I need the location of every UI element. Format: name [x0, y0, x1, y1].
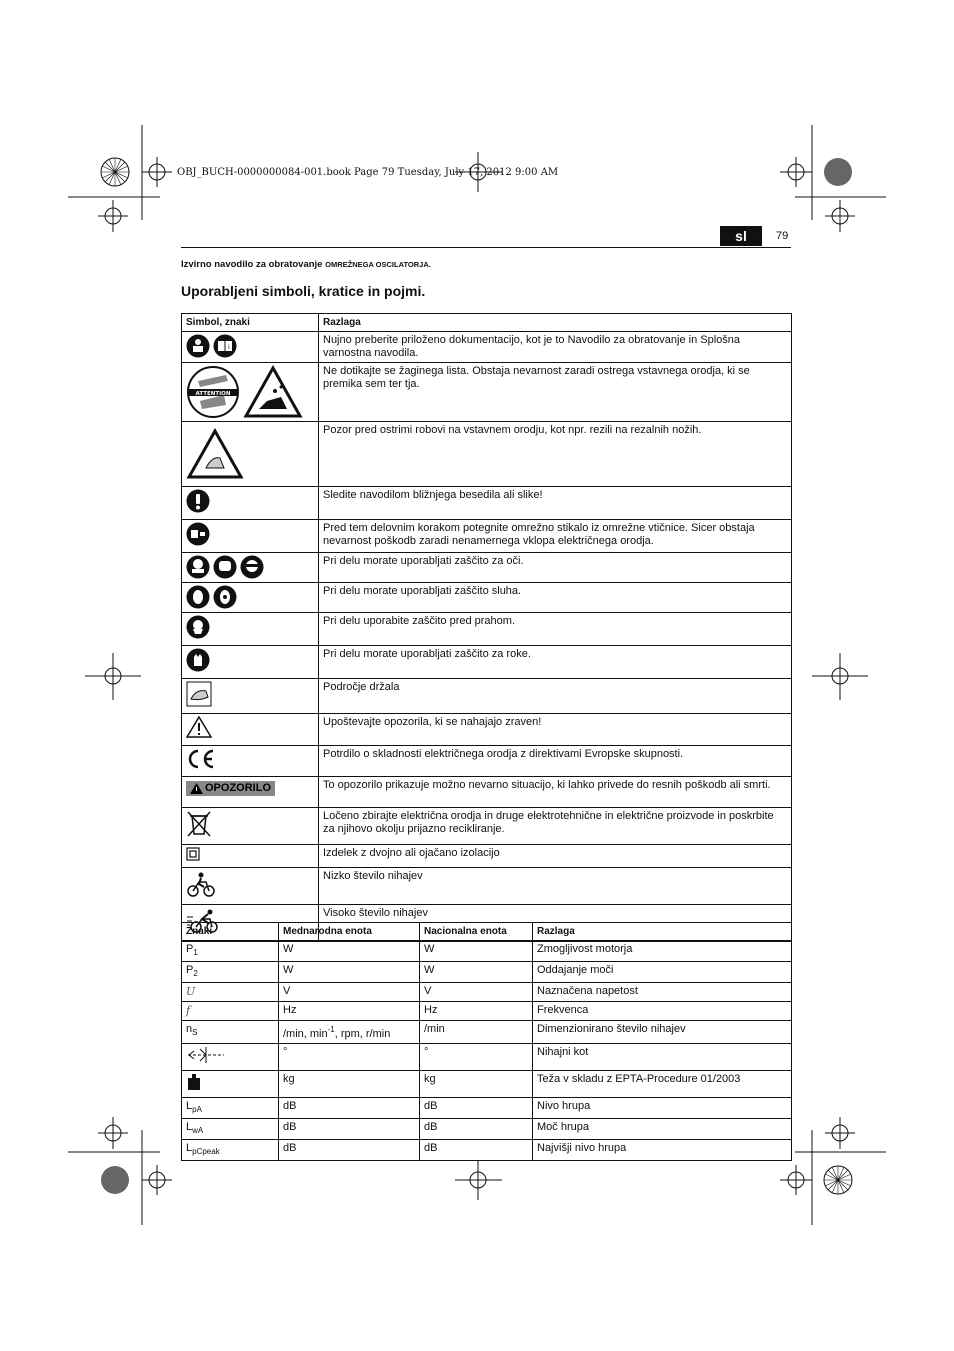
table-row [182, 613, 792, 646]
table-row [182, 422, 792, 487]
intl-unit: /min, $\min^{-1}$, rpm, r/min [279, 1021, 420, 1044]
intl-unit: W [279, 962, 420, 983]
intro-smallcaps: OMREŽNEGA OSCILATORJA. [325, 260, 431, 269]
table-row [182, 1098, 792, 1119]
column-header: Simbol, znaki [182, 314, 319, 332]
column-header: Nacionalna enota [420, 923, 533, 941]
intl-unit: dB [279, 1098, 420, 1119]
ear-muffs-icon [186, 585, 210, 609]
read-manual-icon [186, 334, 210, 358]
intl-unit: dB [279, 1140, 420, 1161]
intl-unit: V [279, 983, 420, 1002]
table-row [182, 1021, 792, 1044]
table-row [182, 1044, 792, 1071]
intl-unit: dB [279, 1119, 420, 1140]
table-row [182, 679, 792, 714]
description: Nivo hrupa [533, 1098, 792, 1119]
gloves-icon [186, 648, 210, 672]
row-text: Izdelek z dvojno ali ojačano izolacijo [319, 845, 792, 868]
row-text: Potrdilo o skladnosti električnega orodja z direktivami Evropske skupnosti. [319, 746, 792, 777]
table-row [182, 941, 792, 962]
unplug-icon [186, 522, 210, 546]
national-unit: W [420, 941, 533, 962]
description: Zmogljivost motorja [533, 941, 792, 962]
row-text: Področje držala [319, 679, 792, 714]
table-row [182, 714, 792, 746]
dust-mask-icon [186, 615, 210, 639]
table-row [182, 746, 792, 777]
description: Naznačena napetost [533, 983, 792, 1002]
intl-unit: Hz [279, 1002, 420, 1021]
flying-debris-warning-icon [243, 365, 303, 419]
row-text: Ločeno zbirajte električna orodja in druge elektrotehnične in električne proizvode in poskrbite za njihovo okolju prijazno recikliranje. [319, 808, 792, 845]
table-row [182, 1002, 792, 1021]
national-unit: ° [420, 1044, 533, 1071]
sharp-edges-warning-icon [186, 428, 244, 480]
description: Najvišji nivo hrupa [533, 1140, 792, 1161]
description: Nihajni kot [533, 1044, 792, 1071]
row-text: Pri delu morate uporabljati zaščito za roke. [319, 646, 792, 679]
symbol-cell: $P_1$ [182, 941, 279, 962]
symbol-cell: U [182, 983, 279, 1002]
intro-line [181, 259, 431, 270]
symbol-cell: $n_S$ [182, 1021, 279, 1044]
crossed-bin-icon [186, 810, 212, 838]
table-row [182, 583, 792, 613]
row-text: Pozor pred ostrimi robovi na vstavnem orodju, kot npr. rezili na rezalnih nožih. [319, 422, 792, 487]
table-row [182, 487, 792, 520]
row-text: Pri delu morate uporabljati zaščito sluha. [319, 583, 792, 613]
column-header: Razlaga [319, 314, 792, 332]
table-row [182, 1119, 792, 1140]
row-text: Pred tem delovnim korakom potegnite omrežno stikalo iz omrežne vtičnice. Sicer obstaja nevarnost poškodb zaradi nenamernega vklopa električnega orodja. [319, 520, 792, 553]
table-row [182, 808, 792, 845]
opozorilo-label: OPOZORILO [205, 782, 271, 794]
header-rule [181, 247, 791, 248]
intl-unit: W [279, 941, 420, 962]
slow-cyclist-icon [186, 870, 216, 898]
symbol-cell: $L_{pA}$ [182, 1098, 279, 1119]
symbols-table [181, 313, 792, 942]
table-row [182, 332, 792, 363]
table-row [182, 868, 792, 905]
description: Teža v skladu z EPTA-Procedure 01/2003 [533, 1071, 792, 1098]
exclamation-icon [186, 489, 210, 513]
row-text: Pri delu morate uporabljati zaščito za oči. [319, 553, 792, 583]
intl-unit: kg [279, 1071, 420, 1098]
national-unit: dB [420, 1119, 533, 1140]
description: Frekvenca [533, 1002, 792, 1021]
description: Dimenzionirano število nihajev [533, 1021, 792, 1044]
opozorilo-label-icon [186, 781, 275, 796]
table-row [182, 363, 792, 422]
intro-lead: Izvirno navodilo za obratovanje [181, 259, 326, 270]
table-row [182, 777, 792, 808]
column-header: Razlaga [533, 923, 792, 941]
national-unit: dB [420, 1140, 533, 1161]
national-unit: W [420, 962, 533, 983]
grip-area-icon [186, 681, 212, 707]
symbol-cell: $L_{wA}$ [182, 1119, 279, 1140]
national-unit: dB [420, 1098, 533, 1119]
table-row [182, 1140, 792, 1161]
attention-label: ATTENTION [195, 391, 231, 397]
book-icon [213, 334, 237, 358]
table-row [182, 983, 792, 1002]
row-text: Ne dotikajte se žaginega lista. Obstaja nevarnost zaradi ostrega vstavnega orodja, ki se premika sem ter tja. [319, 363, 792, 422]
intl-unit: ° [279, 1044, 420, 1071]
units-table [181, 922, 792, 1161]
eye-protection-icon [186, 555, 210, 579]
table-row [182, 1071, 792, 1098]
table-row [182, 646, 792, 679]
oscillation-angle-icon [186, 1046, 226, 1064]
symbol-cell: f [182, 1002, 279, 1021]
table-row [182, 962, 792, 983]
weight-icon [186, 1073, 202, 1091]
table-header-row [182, 923, 792, 941]
table-row [182, 520, 792, 553]
language-badge: sl [720, 226, 762, 246]
print-slug: OBJ_BUCH-0000000084-001.book Page 79 Tuesday, July 17, 2012 9:00 AM [177, 167, 559, 178]
national-unit: Hz [420, 1002, 533, 1021]
row-text: Visoko število nihajev [319, 905, 792, 942]
warning-triangle-icon [186, 716, 212, 738]
ear-plugs-icon [213, 585, 237, 609]
svg-text:i: i [228, 344, 230, 351]
column-header: Mednarodna enota [279, 923, 420, 941]
description: Oddajanje moči [533, 962, 792, 983]
table-row [182, 553, 792, 583]
row-text: Nujno preberite priloženo dokumentacijo, kot je to Navodilo za obratovanje in Splošna varnostna navodila. [319, 332, 792, 363]
section-title: Uporabljeni simboli, kratice in pojmi. [181, 283, 426, 299]
symbol-cell: $L_{pCpeak}$ [182, 1140, 279, 1161]
table-header-row [182, 314, 792, 332]
column-header: Znaki [182, 923, 279, 941]
ce-mark-icon [186, 748, 216, 770]
description: Moč hrupa [533, 1119, 792, 1140]
page-number: 79 [776, 230, 789, 242]
row-text: Upoštevajte opozorila, ki se nahajajo zraven! [319, 714, 792, 746]
row-text: To opozorilo prikazuje možno nevarno situacijo, ki lahko privede do resnih poškodb ali smrti. [319, 777, 792, 808]
row-text: Nizko število nihajev [319, 868, 792, 905]
face-shield-icon [213, 555, 237, 579]
row-text: Sledite navodilom bližnjega besedila ali slike! [319, 487, 792, 520]
national-unit: kg [420, 1071, 533, 1098]
symbol-cell: $P_2$ [182, 962, 279, 983]
table-row [182, 845, 792, 868]
national-unit: /min [420, 1021, 533, 1044]
symbol-cell [182, 1044, 279, 1071]
goggles-icon [240, 555, 264, 579]
double-insulation-icon [186, 847, 200, 861]
symbol-cell [182, 1071, 279, 1098]
national-unit: V [420, 983, 533, 1002]
attention-blade-icon [186, 365, 240, 419]
row-text: Pri delu uporabite zaščito pred prahom. [319, 613, 792, 646]
